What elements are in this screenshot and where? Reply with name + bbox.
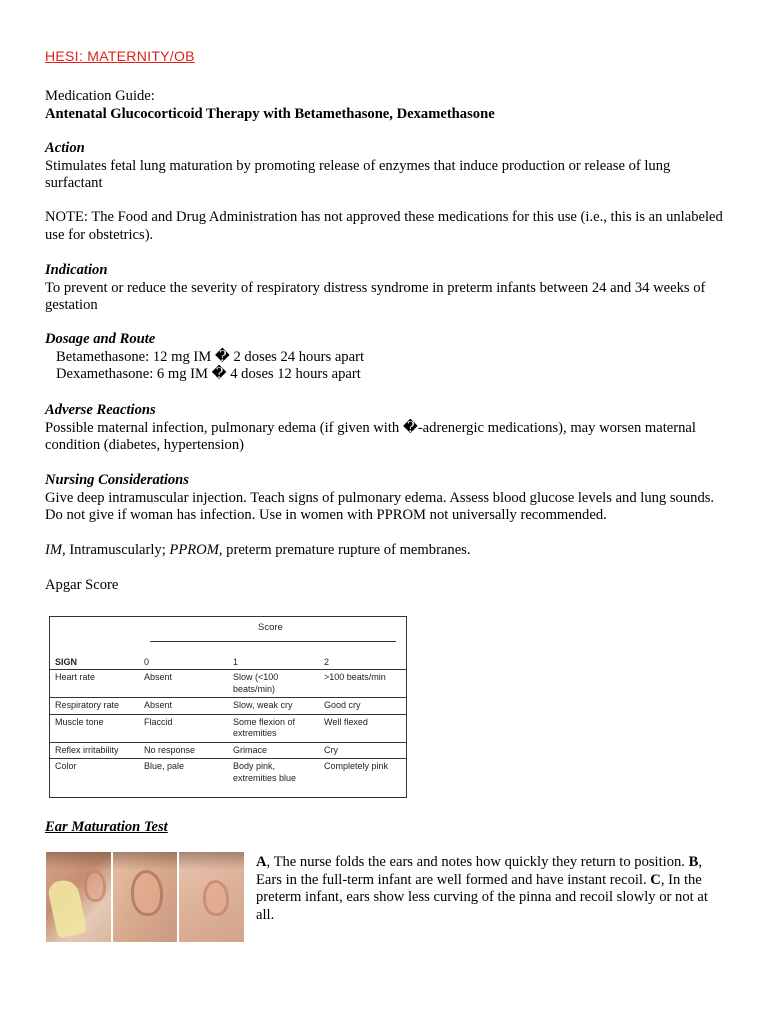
ear-photo-b (113, 852, 178, 942)
action-heading: Action (45, 140, 85, 156)
table-row (50, 742, 406, 759)
apgar-cell: Some flexion of extremities (228, 714, 319, 742)
table-row (50, 714, 406, 742)
ear-caption (256, 854, 728, 924)
apgar-col-0: 0 (139, 655, 228, 670)
caption-c-letter: C (650, 871, 661, 888)
indication-section (45, 262, 730, 315)
adverse-text: Possible maternal infection, pulmonary edema (if given with �-adrenergic medications), may worsen maternal condition (diabetes, hypertension) (45, 419, 696, 453)
dosage-heading: Dosage and Route (45, 331, 156, 347)
apgar-cell: Color (55, 761, 77, 771)
caption-b-letter: B (688, 854, 699, 870)
apgar-col-sign: SIGN (50, 655, 139, 670)
medication-guide-header (45, 88, 730, 123)
caption-c-text: , In the preterm infant, ears show less curving of the pinna and recoil slowly or not at all. (256, 871, 708, 923)
indication-text: To prevent or reduce the severity of respiratory distress syndrome in preterm infants between 24 and 34 weeks of gestation (45, 279, 706, 313)
apgar-score-label: Score (258, 622, 283, 633)
hair-shading (113, 852, 178, 870)
apgar-cell: Absent (139, 698, 228, 715)
abbrev-pprom-def: preterm premature rupture of membranes. (222, 542, 471, 558)
apgar-heading: Apgar Score (45, 577, 119, 593)
apgar-cell: Grimace (228, 742, 319, 759)
adverse-heading: Adverse Reactions (45, 402, 156, 418)
ear-photo-c (179, 852, 244, 942)
nursing-text: Give deep intramuscular injection. Teach signs of pulmonary edema. Assess blood glucose levels and lung sounds. Do not give if woman has infection. Use in women with PPROM not universally recommended. (45, 489, 715, 523)
document-title: HESI: MATERNITY/OB (45, 48, 195, 64)
apgar-table (49, 616, 407, 798)
ear-icon (84, 870, 106, 902)
table-row (50, 759, 406, 787)
apgar-cell: Absent (139, 670, 228, 698)
abbrev-im-def: Intramuscularly; (65, 542, 170, 558)
table-row (50, 670, 406, 698)
guide-label: Medication Guide: (45, 88, 155, 104)
nursing-heading: Nursing Considerations (45, 472, 189, 488)
apgar-cell: Completely pink (324, 761, 389, 771)
caption-b-text: , Ears in the full-term infant are well formed and have instant recoil. (256, 854, 702, 888)
apgar-cell: Muscle tone (50, 714, 139, 742)
ear-photo-a (46, 852, 111, 942)
apgar-cell: Flaccid (139, 714, 228, 742)
adverse-section (45, 402, 730, 455)
dosage-line-betamethasone: Betamethasone: 12 mg IM � 2 doses 24 hours apart (56, 348, 365, 365)
apgar-cell: Slow, weak cry (228, 698, 319, 715)
abbrev-im: IM, (45, 542, 66, 558)
nursing-section (45, 472, 730, 525)
action-text: Stimulates fetal lung maturation by promoting release of enzymes that induce production or release of lung surfactant (45, 157, 671, 191)
ear-photos (46, 852, 244, 942)
apgar-cell: Well flexed (319, 714, 406, 742)
apgar-cell: No response (139, 742, 228, 759)
apgar-cell: Heart rate (50, 670, 139, 698)
guide-title: Antenatal Glucocorticoid Therapy with Betamethasone, Dexamethasone (45, 105, 495, 122)
apgar-cell: Blue, pale (144, 761, 185, 771)
apgar-cell: Reflex irritability (50, 742, 139, 759)
apgar-cell: Good cry (319, 698, 406, 715)
note-section (45, 209, 730, 244)
indication-heading: Indication (45, 262, 108, 278)
apgar-col-1: 1 (228, 655, 319, 670)
note-text: NOTE: The Food and Drug Administration has not approved these medications for this use (i.e., this is an unlabeled use for obstetrics). (45, 209, 723, 243)
ear-icon (203, 880, 229, 916)
apgar-col-2: 2 (319, 655, 406, 670)
gloved-finger (47, 877, 88, 938)
apgar-cell: Respiratory rate (50, 698, 139, 715)
apgar-score-rule (150, 641, 396, 642)
ear-heading-wrap (45, 819, 730, 837)
apgar-cell: Slow (<100 beats/min) (228, 670, 319, 698)
abbrev-pprom: PPROM, (169, 542, 223, 558)
hair-shading (179, 852, 244, 870)
action-section (45, 140, 730, 193)
apgar-cell: >100 beats/min (319, 670, 406, 698)
caption-a-text: , The nurse folds the ears and notes how quickly they return to position. (266, 854, 689, 870)
hair-shading (46, 852, 111, 870)
dosage-section (45, 331, 730, 384)
table-row (50, 698, 406, 715)
dosage-line-dexamethasone: Dexamethasone: 6 mg IM � 4 doses 12 hours apart (56, 366, 361, 382)
ear-icon (131, 870, 163, 916)
apgar-cell: Body pink, extremities blue (233, 761, 297, 783)
ear-heading: Ear Maturation Test (45, 819, 168, 835)
abbreviations (45, 542, 730, 560)
apgar-grid (50, 655, 406, 786)
apgar-header-row (50, 655, 406, 670)
caption-a-letter: A (256, 854, 267, 870)
apgar-cell: Cry (319, 742, 406, 759)
